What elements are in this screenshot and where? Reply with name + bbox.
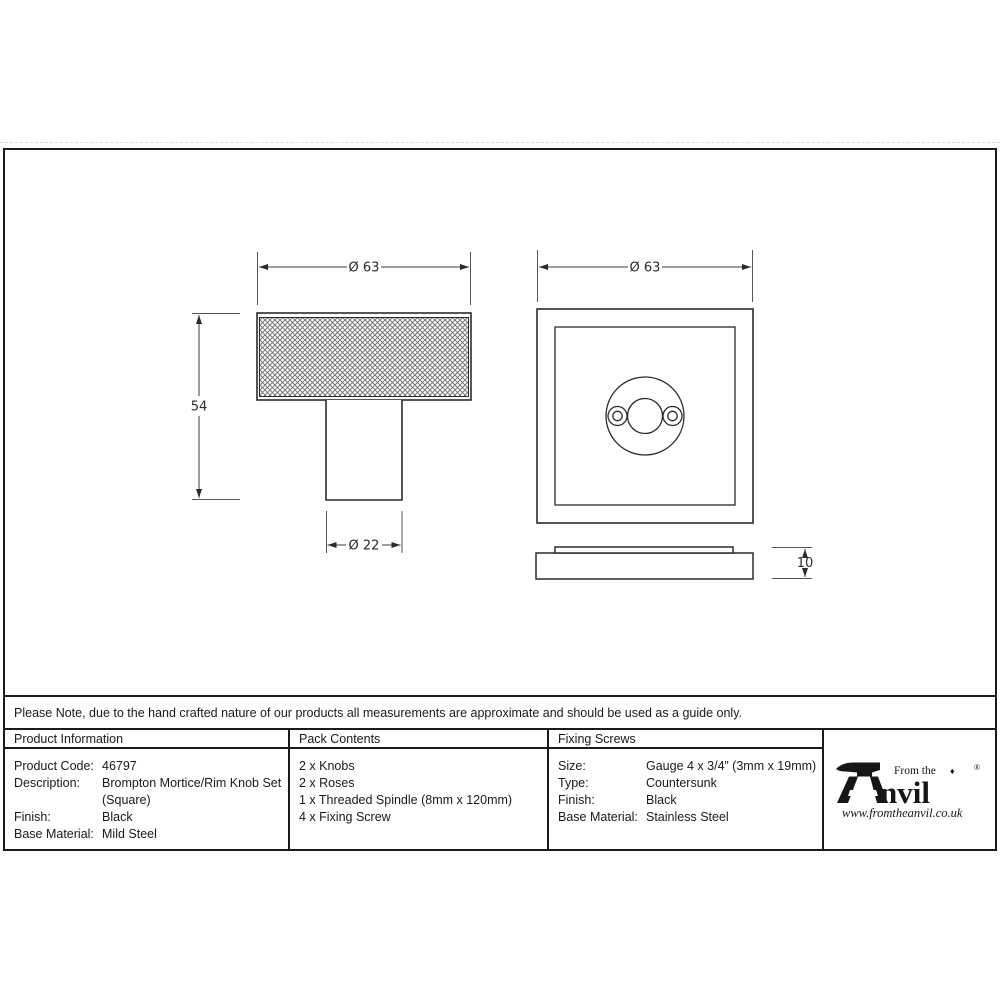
screw-size-value: Gauge 4 x 3/4” (3mm x 19mm): [646, 759, 817, 773]
measurement-note: Please Note, due to the hand crafted nature of our products all measurements are approximate and should be used as a guide only.: [14, 705, 743, 720]
pack-item-spindle: 1 x Threaded Spindle (8mm x 120mm): [299, 793, 513, 807]
finish-row: [14, 809, 288, 826]
screw-size-label: Size:: [558, 759, 586, 773]
product-info-header: Product Information: [5, 730, 290, 749]
screw-finish-row: [558, 792, 822, 809]
rose-thickness-dim-label: 10: [796, 556, 814, 571]
screw-finish-value: Black: [646, 793, 677, 807]
screw-material-value: Stainless Steel: [646, 810, 729, 824]
logo-name-rest: nvil: [879, 774, 930, 810]
screw-material-label: Base Material:: [558, 810, 638, 824]
knob-width-dim-label: Ø 63: [348, 260, 380, 276]
product-info-cell: [5, 749, 290, 849]
product-code-label: Product Code:: [14, 759, 94, 773]
logo-website: www.fromtheanvil.co.uk: [841, 805, 962, 820]
product-code-row: [14, 758, 288, 775]
description-row-2: [14, 792, 288, 809]
screw-material-row: [558, 809, 822, 826]
brand-logo-cell: [824, 730, 995, 849]
sheet-frame: [3, 148, 997, 851]
screw-finish-label: Finish:: [558, 793, 595, 807]
pack-contents-cell: [290, 749, 549, 849]
technical-drawing-area: [5, 150, 995, 697]
logo-diamond-icon: ♦: [949, 765, 955, 776]
knob-height-dim-label: 54: [190, 399, 208, 415]
base-material-label: Base Material:: [14, 827, 94, 841]
description-label: Description:: [14, 776, 80, 790]
finish-value: Black: [102, 810, 133, 824]
description-value-2: (Square): [102, 793, 151, 807]
fixing-screws-header: Fixing Screws: [549, 730, 824, 749]
knob-stem-dim-label: Ø 22: [348, 538, 380, 554]
fixing-screws-cell: [549, 749, 824, 849]
spec-table: [5, 730, 995, 849]
screw-type-row: [558, 775, 822, 792]
screw-type-value: Countersunk: [646, 776, 717, 790]
from-the-anvil-logo: [834, 759, 986, 821]
description-label-2: [14, 792, 102, 809]
screw-size-row: [558, 758, 822, 775]
registered-trademark-symbol: ®: [973, 762, 980, 772]
base-material-value: Mild Steel: [102, 827, 157, 841]
pack-item-roses: 2 x Roses: [299, 776, 355, 790]
logo-prefix: From the: [893, 764, 936, 777]
pack-item-knobs: 2 x Knobs: [299, 759, 355, 773]
pack-contents-header: Pack Contents: [290, 730, 549, 749]
base-material-row: [14, 826, 288, 843]
screw-type-label: Type:: [558, 776, 589, 790]
product-code-value: 46797: [102, 759, 137, 773]
note-bar: [5, 697, 995, 730]
rose-width-dim-label: Ø 63: [629, 260, 661, 276]
description-row: [14, 775, 288, 792]
crop-mark-line: [0, 142, 1000, 143]
pack-item-screws: 4 x Fixing Screw: [299, 810, 391, 824]
description-value: Brompton Mortice/Rim Knob Set: [102, 776, 282, 790]
finish-label: Finish:: [14, 810, 51, 824]
